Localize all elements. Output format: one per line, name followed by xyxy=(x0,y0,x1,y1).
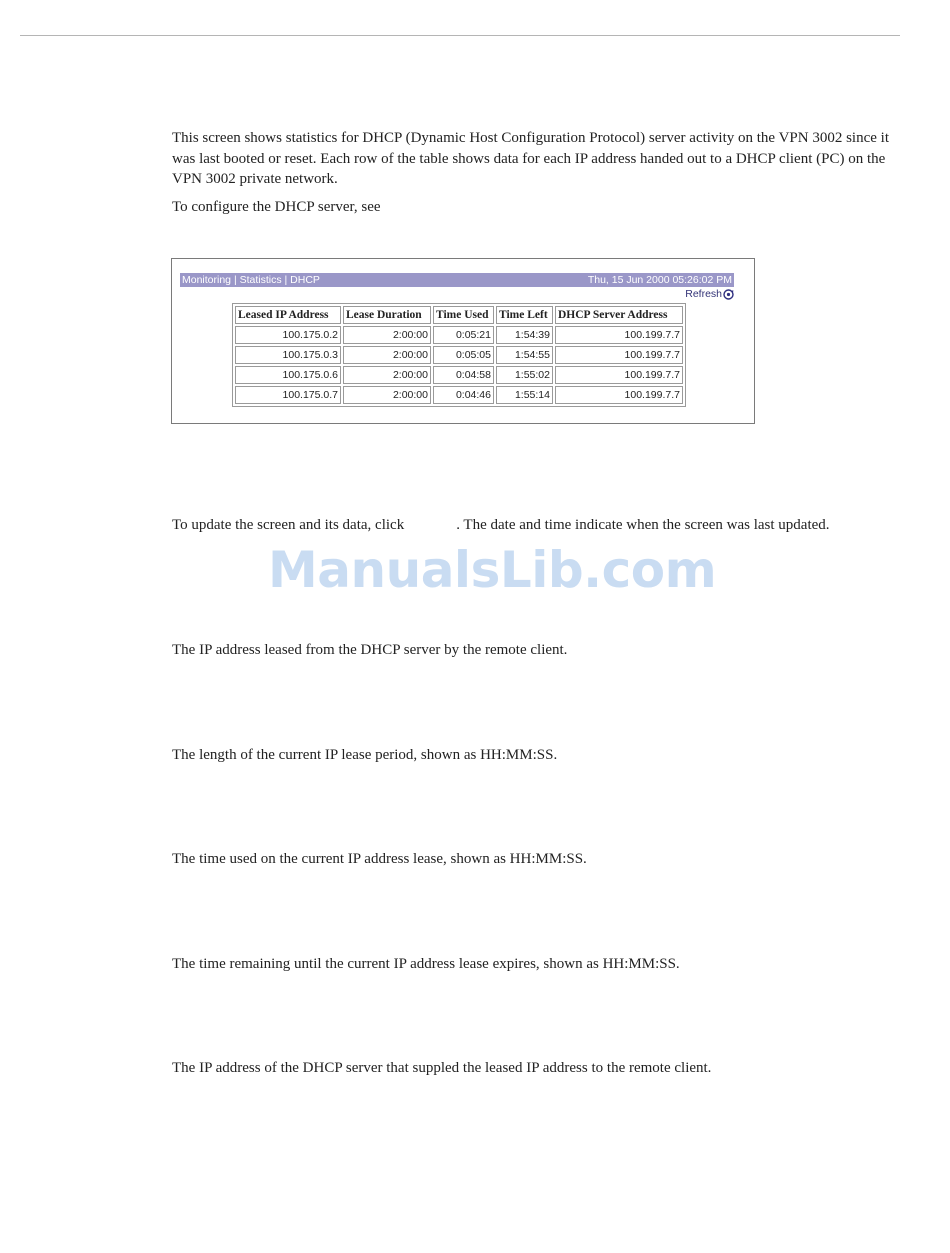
cell-time-left: 1:55:02 xyxy=(496,366,553,384)
refresh-paragraph xyxy=(172,515,902,536)
cell-time-used: 0:05:05 xyxy=(433,346,494,364)
cell-time-left: 1:54:55 xyxy=(496,346,553,364)
time-left-description: The time remaining until the current IP address lease expires, shown as HH:MM:SS. xyxy=(172,956,680,972)
breadcrumb[interactable]: Monitoring | Statistics | DHCP xyxy=(182,274,320,286)
cell-lease-duration: 2:00:00 xyxy=(343,386,431,404)
top-divider xyxy=(20,35,900,36)
dhcp-statistics-screenshot xyxy=(171,258,755,424)
lease-duration-description: The length of the current IP lease period, shown as HH:MM:SS. xyxy=(172,747,558,763)
datetime-stamp: Thu, 15 Jun 2000 05:26:02 PM xyxy=(587,274,732,286)
server-address-description: The IP address of the DHCP server that suppled the leased IP address to the remote client. xyxy=(172,1060,712,1076)
cell-leased-ip: 100.175.0.6 xyxy=(235,366,341,384)
cell-lease-duration: 2:00:00 xyxy=(343,366,431,384)
refresh-text-after: . The date and time indicate when the screen was last updated. xyxy=(456,517,830,533)
refresh-text-before: To update the screen and its data, click xyxy=(172,517,405,533)
refresh-label[interactable]: Refresh xyxy=(685,288,722,300)
cell-time-used: 0:04:58 xyxy=(433,366,494,384)
configure-paragraph: To configure the DHCP server, see xyxy=(172,199,381,215)
cell-server-address: 100.199.7.7 xyxy=(555,346,683,364)
table-row xyxy=(235,346,683,364)
cell-time-used: 0:05:21 xyxy=(433,326,494,344)
cell-lease-duration: 2:00:00 xyxy=(343,326,431,344)
table-row xyxy=(235,326,683,344)
refresh-link[interactable] xyxy=(685,288,734,300)
header-time-left: Time Left xyxy=(496,306,553,324)
header-server-address: DHCP Server Address xyxy=(555,306,683,324)
cell-server-address: 100.199.7.7 xyxy=(555,386,683,404)
time-used-description: The time used on the current IP address lease, shown as HH:MM:SS. xyxy=(172,851,587,867)
cell-time-used: 0:04:46 xyxy=(433,386,494,404)
cell-lease-duration: 2:00:00 xyxy=(343,346,431,364)
header-leased-ip: Leased IP Address xyxy=(235,306,341,324)
cell-leased-ip: 100.175.0.3 xyxy=(235,346,341,364)
cell-server-address: 100.199.7.7 xyxy=(555,366,683,384)
table-header-row xyxy=(235,306,683,324)
table-row xyxy=(235,386,683,404)
dhcp-leases-table xyxy=(232,303,686,407)
cell-leased-ip: 100.175.0.7 xyxy=(235,386,341,404)
figure-title-bar xyxy=(180,273,734,287)
cell-server-address: 100.199.7.7 xyxy=(555,326,683,344)
header-lease-duration: Lease Duration xyxy=(343,306,431,324)
intro-paragraph: This screen shows statistics for DHCP (Dynamic Host Configuration Protocol) server activity on the VPN 3002 since it was last booted or reset. Each row of the table shows data for each IP address handed out to a DHCP client (PC) on the VPN 3002 private network. xyxy=(172,130,889,187)
cell-time-left: 1:55:14 xyxy=(496,386,553,404)
header-time-used: Time Used xyxy=(433,306,494,324)
table-row xyxy=(235,366,683,384)
watermark: ManualsLib.com xyxy=(268,541,717,599)
leased-ip-description: The IP address leased from the DHCP server by the remote client. xyxy=(172,642,568,658)
cell-time-left: 1:54:39 xyxy=(496,326,553,344)
cell-leased-ip: 100.175.0.2 xyxy=(235,326,341,344)
refresh-icon[interactable] xyxy=(723,289,734,300)
